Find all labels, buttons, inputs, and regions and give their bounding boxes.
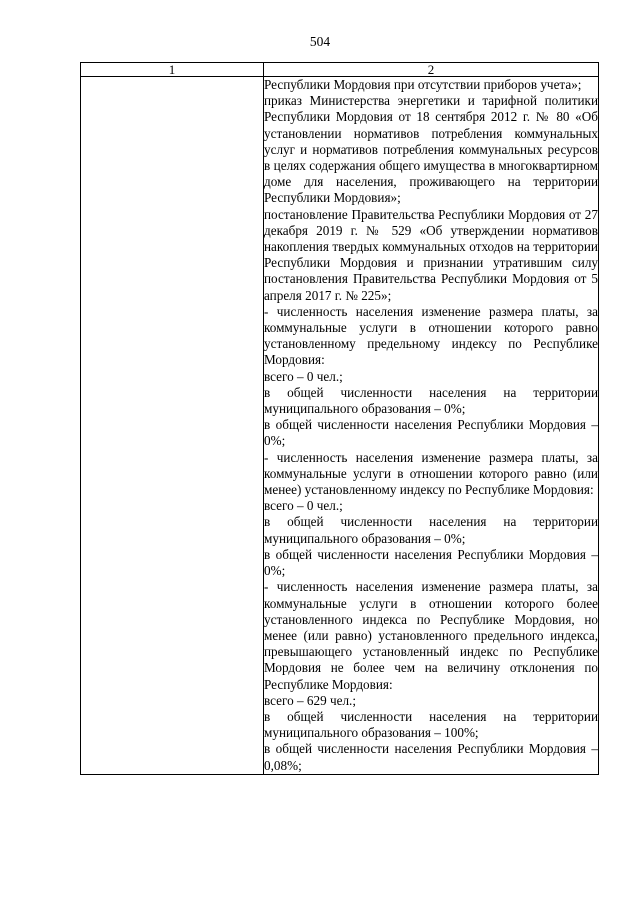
paragraph-total-3: всего – 629 чел.;	[264, 692, 356, 708]
paragraph-total-2: всего – 0 чел.;	[264, 498, 343, 514]
paragraph-population-above-index: - численность населения изменение размера платы, за коммунальные услуги в отношении которого более установленного индекса по Республике Мордовия, но менее (или равно) установленного предельного индекса, превышающего установленный индекс по Республике Мордовия не более чем на величину отклонения по Республике Мордовия:	[264, 579, 598, 692]
column-1-cell	[81, 77, 264, 775]
column-header-1: 1	[81, 63, 264, 77]
paragraph-population-equal-or-less: - численность населения изменение размера платы, за коммунальные услуги в отношении которого равно (или менее) установленному индексу по Республике Мордовия:	[264, 449, 598, 498]
column-header-2: 2	[264, 63, 599, 77]
table-header-row	[81, 63, 599, 77]
paragraph-population-equal-limit: - численность населения изменение размера платы, за коммунальные услуги в отношении которого равно установленному предельному индексу по Республике Мордовия:	[264, 303, 598, 368]
paragraph-regulation-end: Республики Мордовия при отсутствии приборов учета»;	[264, 77, 582, 92]
paragraph-ministry-order: приказ Министерства энергетики и тарифной политики Республики Мордовия от 18 сентября 2012 г. № 80 «Об установлении нормативов потребления коммунальных услуг и нормативов потребления коммунальных ресурсов в целях содержания общего имущества в многоквартирном доме для населения, проживающего на территории Республики Мордовия»;	[264, 93, 598, 206]
table-row	[81, 77, 599, 775]
paragraph-municipal-share-3: в общей численности населения на территории муниципального образования – 100%;	[264, 708, 598, 741]
page-number: 504	[309, 34, 331, 49]
paragraph-total-1: всего – 0 чел.;	[264, 368, 343, 384]
paragraph-municipal-share-2: в общей численности населения на территории муниципального образования – 0%;	[264, 514, 598, 546]
paragraph-republic-share-3: в общей численности населения Республики Мордовия – 0,08%;	[264, 741, 598, 773]
paragraph-government-decree: постановление Правительства Республики Мордовия от 27 декабря 2019 г. № 529 «Об утверждении нормативов накопления твердых коммунальных отходов на территории Республики Мордовия и признании утратившим силу постановления Правительства Республики Мордовия от 5 апреля 2017 г. № 225»;	[264, 206, 598, 303]
column-2-cell	[264, 77, 599, 775]
paragraph-republic-share-2: в общей численности населения Республики Мордовия – 0%;	[264, 546, 598, 579]
paragraph-municipal-share-1: в общей численности населения на территории муниципального образования – 0%;	[264, 384, 598, 417]
paragraph-republic-share-1: в общей численности населения Республики Мордовия – 0%;	[264, 417, 598, 449]
document-table	[80, 62, 599, 775]
